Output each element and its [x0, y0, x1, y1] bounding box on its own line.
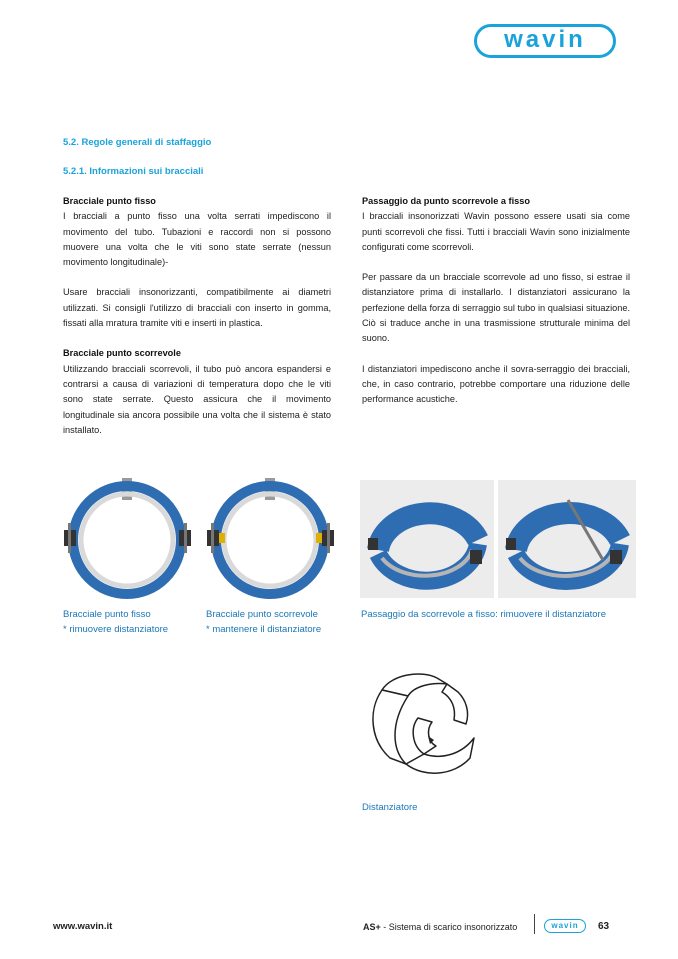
fixed-clamp-paragraph-1: I bracciali a punto fisso una volta serrati impediscono il movimento del tubo. Tubazioni e raccordi non si possono muovere una volta che le viti sono state serrate (nessun movimento longitudinale)- [63, 211, 331, 268]
sliding-clamp-caption [206, 607, 321, 637]
footer-divider [534, 914, 535, 934]
footer-wavin-logo: wavin [544, 919, 586, 933]
right-column [362, 194, 630, 423]
transition-title: Passaggio da punto scorrevole a fisso [362, 196, 530, 206]
fixed-clamp-title: Bracciale punto fisso [63, 196, 156, 206]
transition-paragraph-1: I bracciali insonorizzati Wavin possono essere usati sia come punti scorrevoli che fissi. Tutti i bracciali Wavin sono inizialmente configurati come scorrevoli. [362, 211, 630, 252]
spacer-caption: Distanziatore [362, 802, 418, 813]
footer-product-description: - Sistema di scarico insonorizzato [380, 922, 518, 932]
sliding-clamp-caption-line1: Bracciale punto scorrevole [206, 609, 318, 620]
fixed-clamp-caption [63, 607, 168, 637]
sliding-clamp-paragraph: Utilizzando bracciali scorrevoli, il tubo può ancora espandersi e contrarsi a causa di variazioni di temperatura dopo che le viti sono state serrate. Questo assicura che il movimento longitudinale sia ancora possibile una volta che il sistema è stato installato. [63, 363, 331, 435]
transition-paragraph-3: I distanziatori impediscono anche il sovra-serraggio dei bracciali, che, in caso contrario, potrebbe comportare una riduzione delle performance acustiche. [362, 363, 630, 405]
section-heading: 5.2. Regole generali di staffaggio [63, 137, 212, 148]
sliding-clamp-caption-line2: * mantenere il distanziatore [206, 624, 322, 635]
fixed-clamp-image [62, 478, 194, 603]
sliding-clamp-title: Bracciale punto scorrevole [63, 348, 181, 359]
left-column [63, 194, 331, 453]
wavin-logo: wavin [474, 24, 616, 58]
fixed-clamp-paragraph-2: Usare bracciali insonorizzanti, compatibilmente ai diametri utilizzati. Si consigli l'utilizzo di bracciali con inserto in gomma, fissati alla mratura tramite viti e inserti in plastica. [63, 287, 331, 329]
fixed-clamp-caption-line1: Bracciale punto fisso [63, 609, 151, 620]
footer-url[interactable]: www.wavin.it [53, 921, 113, 932]
subsection-heading: 5.2.1. Informazioni sui bracciali [63, 166, 204, 177]
transition-photo-right [498, 480, 636, 598]
sliding-clamp-image [205, 478, 337, 603]
footer-product [363, 922, 517, 932]
footer-product-name: AS+ [363, 922, 381, 932]
transition-photo-left [360, 480, 494, 598]
spacer-drawing [362, 668, 484, 788]
page-number: 63 [598, 921, 610, 932]
fixed-clamp-caption-line2: * rimuovere distanziatore [63, 624, 169, 635]
transition-caption: Passaggio da scorrevole a fisso: rimuovere il distanziatore [361, 609, 607, 620]
transition-paragraph-2: Per passare da un bracciale scorrevole ad uno fisso, si estrae il distanziatore prima di installarlo. I distanziatori assicurano la perfezione della forza di serraggio sul tubo in qualsiasi situazione. Ciò si traduce anche in una trasmissione strutturale minima del suono. [362, 272, 630, 344]
